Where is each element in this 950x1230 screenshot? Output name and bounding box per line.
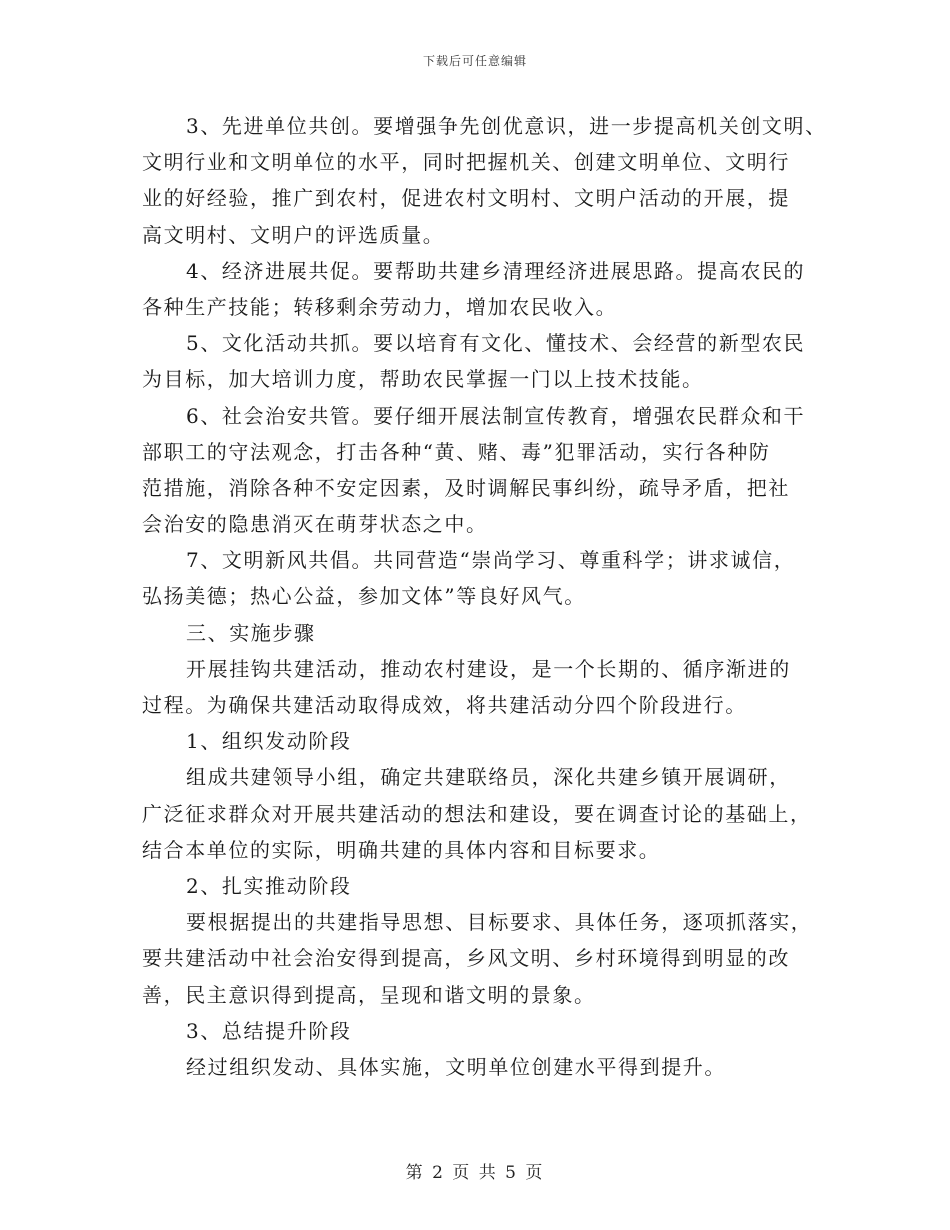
text-line: 部职工的守法观念，打击各种“黄、赌、毒”犯罪活动，实行各种防	[142, 439, 771, 464]
text-line: 为目标，加大培训力度，帮助农民掌握一门以上技术技能。	[142, 367, 704, 392]
text-line: 三、实施步骤	[186, 620, 316, 645]
text-line: 3、总结提升阶段	[186, 1018, 352, 1043]
text-line: 开展挂钩共建活动，推动农村建设，是一个长期的、循序渐进的	[186, 656, 791, 681]
text-line: 7、文明新风共倡。共同营造“崇尚学习、尊重科学；讲求诚信，	[186, 548, 796, 573]
page-footer: 第 2 页 共 5 页	[405, 1163, 545, 1183]
text-line: 6、社会治安共管。要仔细开展法制宣传教育，增强农民群众和干	[186, 403, 806, 428]
text-line: 业的好经验，推广到农村，促进农村文明村、文明户活动的开展，提	[142, 186, 790, 211]
text-line: 4、经济进展共促。要帮助共建乡清理经济进展思路。提高农民的	[186, 258, 806, 283]
text-line: 组成共建领导小组，确定共建联络员，深化共建乡镇开展调研，	[186, 765, 791, 790]
text-line: 结合本单位的实际，明确共建的具体内容和目标要求。	[142, 837, 661, 862]
text-line: 范措施，消除各种不安定因素，及时调解民事纠纷，疏导矛盾，把社	[142, 475, 790, 500]
page-header: 下载后可任意编辑	[422, 54, 527, 68]
text-line: 善，民主意识得到提高，呈现和谐文明的景象。	[142, 982, 596, 1007]
text-line: 5、文化活动共抓。要以培育有文化、懂技术、会经营的新型农民	[186, 331, 806, 356]
text-line: 会治安的隐患消灭在萌芽状态之中。	[142, 512, 488, 537]
text-line: 经过组织发动、具体实施，文明单位创建水平得到提升。	[186, 1054, 726, 1079]
text-line: 3、先进单位共创。要增强争先创优意识，进一步提高机关创文明、	[186, 114, 827, 138]
text-line: 文明行业和文明单位的水平，同时把握机关、创建文明单位、文明行	[142, 150, 790, 175]
text-line: 各种生产技能；转移剩余劳动力，增加农民收入。	[142, 294, 618, 319]
text-line: 1、组织发动阶段	[186, 729, 352, 754]
text-line: 高文明村、文明户的评选质量。	[142, 222, 445, 247]
text-line: 弘扬美德；热心公益，参加文体”等良好风气。	[142, 584, 586, 609]
text-line: 过程。为确保共建活动取得成效，将共建活动分四个阶段进行。	[142, 693, 747, 717]
text-line: 要共建活动中社会治安得到提高，乡风文明、乡村环境得到明显的改	[142, 946, 790, 971]
text-line: 2、扎实推动阶段	[186, 873, 352, 898]
text-line: 广泛征求群众对开展共建活动的想法和建设，要在调查讨论的基础上，	[142, 801, 812, 826]
document-body	[142, 108, 827, 1085]
text-line: 要根据提出的共建指导思想、目标要求、具体任务，逐项抓落实，	[186, 910, 813, 935]
